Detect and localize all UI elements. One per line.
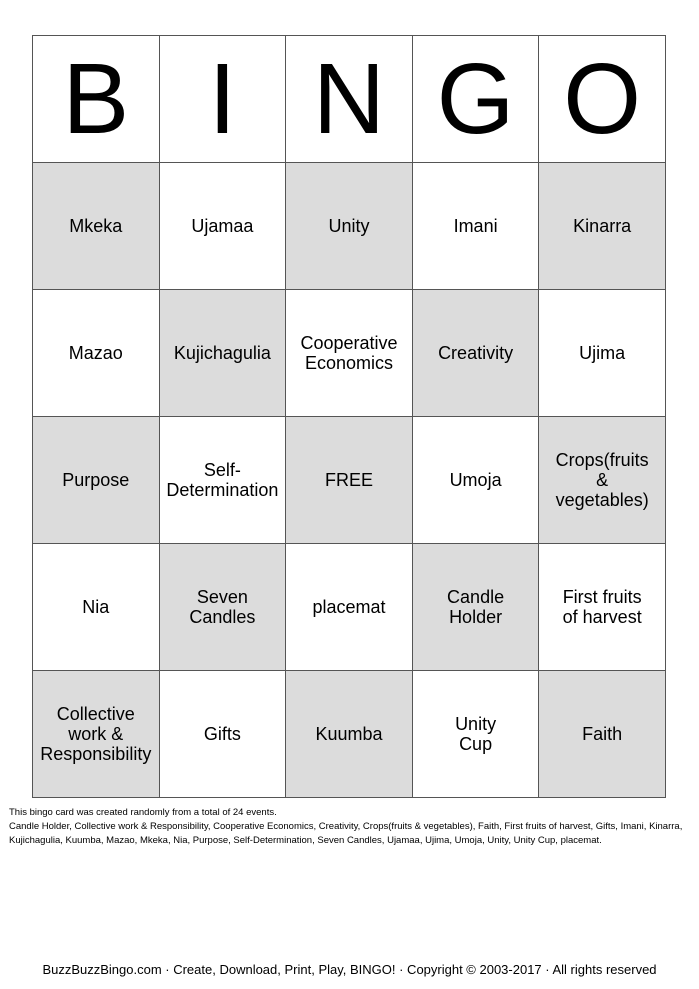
note-events-line-1: Candle Holder, Collective work & Responsibility, Cooperative Economics, Creativity, Crops(fruits & vegetables), Faith, First fruits of harvest, Gifts, Imani, Kinarra,	[9, 821, 683, 832]
header-letter-b: B	[33, 36, 160, 163]
bingo-cell: Crops(fruits & vegetables)	[539, 417, 666, 544]
bingo-cell: Creativity	[412, 290, 539, 417]
bingo-row-5	[33, 671, 666, 798]
bingo-row-4	[33, 544, 666, 671]
bingo-cell: Kinarra	[539, 163, 666, 290]
header-letter-o: O	[539, 36, 666, 163]
bingo-cell: Seven Candles	[159, 544, 286, 671]
note-events-line-2: Kujichagulia, Kuumba, Mazao, Mkeka, Nia, Purpose, Self-Determination, Seven Candles, Ujamaa, Ujima, Umoja, Unity, Unity Cup, placemat.	[9, 835, 602, 846]
event-list-note	[9, 806, 694, 848]
bingo-cell: placemat	[286, 544, 413, 671]
bingo-cell: Nia	[33, 544, 160, 671]
bingo-row-1	[33, 163, 666, 290]
bingo-cell: Mazao	[33, 290, 160, 417]
header-letter-n: N	[286, 36, 413, 163]
bingo-cell: First fruits of harvest	[539, 544, 666, 671]
header-letter-g: G	[412, 36, 539, 163]
bingo-cell: Kuumba	[286, 671, 413, 798]
bingo-cell: Candle Holder	[412, 544, 539, 671]
bingo-cell: Gifts	[159, 671, 286, 798]
site-footer: BuzzBuzzBingo.com · Create, Download, Print, Play, BINGO! · Copyright © 2003-2017 · All rights reserved	[42, 962, 657, 977]
bingo-cell: Faith	[539, 671, 666, 798]
bingo-cell: Imani	[412, 163, 539, 290]
bingo-cell: Purpose	[33, 417, 160, 544]
free-space-cell: FREE	[286, 417, 413, 544]
bingo-cell: Mkeka	[33, 163, 160, 290]
bingo-row-3	[33, 417, 666, 544]
bingo-cell: Collective work & Responsibility	[33, 671, 160, 798]
bingo-cell: Cooperative Economics	[286, 290, 413, 417]
bingo-cell: Self-Determination	[159, 417, 286, 544]
bingo-cell: Ujamaa	[159, 163, 286, 290]
bingo-cell: Umoja	[412, 417, 539, 544]
note-summary: This bingo card was created randomly from a total of 24 events.	[9, 807, 277, 818]
bingo-card	[32, 35, 666, 798]
bingo-cell: Kujichagulia	[159, 290, 286, 417]
bingo-cell: Ujima	[539, 290, 666, 417]
header-letter-i: I	[159, 36, 286, 163]
bingo-header-row	[33, 36, 666, 163]
bingo-row-2	[33, 290, 666, 417]
bingo-cell: Unity Cup	[412, 671, 539, 798]
bingo-cell: Unity	[286, 163, 413, 290]
